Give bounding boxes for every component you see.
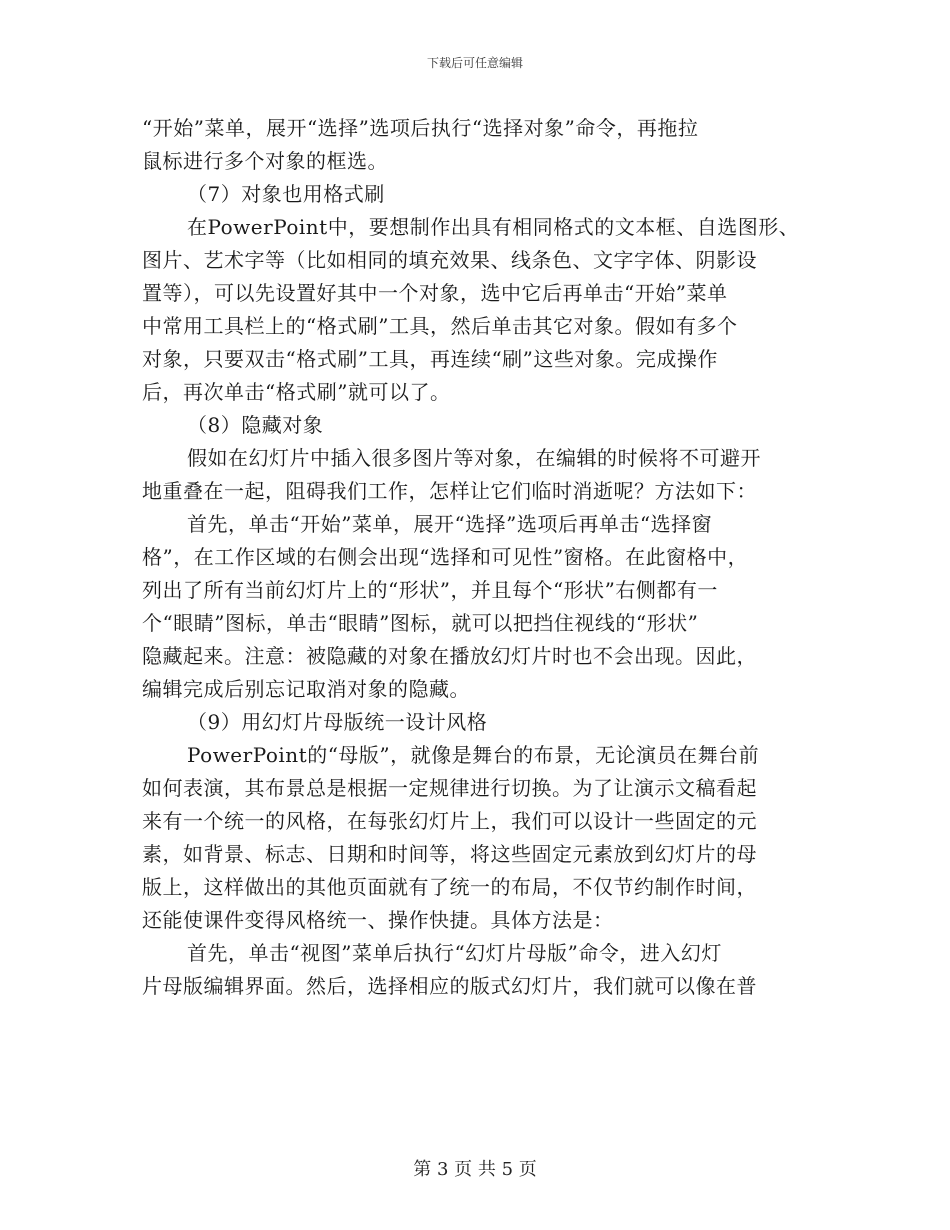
section-heading: （7）对象也用格式刷 [187,182,385,206]
text-line: 来有一个统一的风格，在每张幻灯片上，我们可以设计一些固定的元 [142,809,757,833]
text-line: 鼠标进行多个对象的框选。 [142,149,388,173]
text-line: 对象，只要双击“格式刷”工具，再连续“刷”这些对象。完成操作 [142,347,718,371]
section-heading: （9）用幻灯片母版统一设计风格 [187,710,488,734]
page-footer: 第 3 页 共 5 页 [413,1159,537,1180]
text-line: 后，再次单击“格式刷”就可以了。 [142,380,451,404]
text-line: 中常用工具栏上的“格式刷”工具，然后单击其它对象。假如有多个 [142,314,738,338]
text-line: “开始”菜单，展开“选择”选项后执行“选择对象”命令，再拖拉 [142,116,699,140]
text-line: 个“眼睛”图标，单击“眼睛”图标，就可以把挡住视线的“形状” [142,611,699,635]
text-line: PowerPoint的“母版”，就像是舞台的布景，无论演员在舞台前 [187,743,760,767]
text-line: 如何表演，其布景总是根据一定规律进行切换。为了让演示文稿看起 [142,776,757,800]
text-line: 图片、艺术字等（比如相同的填充效果、线条色、文字字体、阴影设 [142,248,757,272]
page-header: 下载后可任意编辑 [426,56,523,70]
text-line: 在PowerPoint中，要想制作出具有相同格式的文本框、自选图形、 [187,215,800,239]
text-line: 格”，在工作区域的右侧会出现“选择和可见性”窗格。在此窗格中， [142,545,749,569]
text-line: 还能使课件变得风格统一、操作快捷。具体方法是： [142,908,614,932]
text-line: 版上，这样做出的其他页面就有了统一的布局，不仅节约制作时间， [142,875,757,899]
text-line: 假如在幻灯片中插入很多图片等对象，在编辑的时候将不可避开 [187,446,761,470]
text-line: 片母版编辑界面。然后，选择相应的版式幻灯片，我们就可以像在普 [142,974,757,998]
section-heading: （8）隐藏对象 [187,413,324,437]
text-line: 编辑完成后别忘记取消对象的隐藏。 [142,677,470,701]
text-line: 首先，单击“视图”菜单后执行“幻灯片母版”命令，进入幻灯 [187,941,722,965]
text-line: 首先，单击“开始”菜单，展开“选择”选项后再单击“选择窗 [187,512,713,536]
text-line: 置等），可以先设置好其中一个对象，选中它后再单击“开始”菜单 [142,281,728,305]
text-line: 地重叠在一起，阻碍我们工作，怎样让它们临时消逝呢？方法如下： [142,479,757,503]
text-line: 素，如背景、标志、日期和时间等，将这些固定元素放到幻灯片的母 [142,842,757,866]
text-line: 列出了所有当前幻灯片上的“形状”，并且每个“形状”右侧都有一 [142,578,718,602]
text-line: 隐藏起来。注意：被隐藏的对象在播放幻灯片时也不会出现。因此， [142,644,757,668]
document-body [142,112,832,1003]
